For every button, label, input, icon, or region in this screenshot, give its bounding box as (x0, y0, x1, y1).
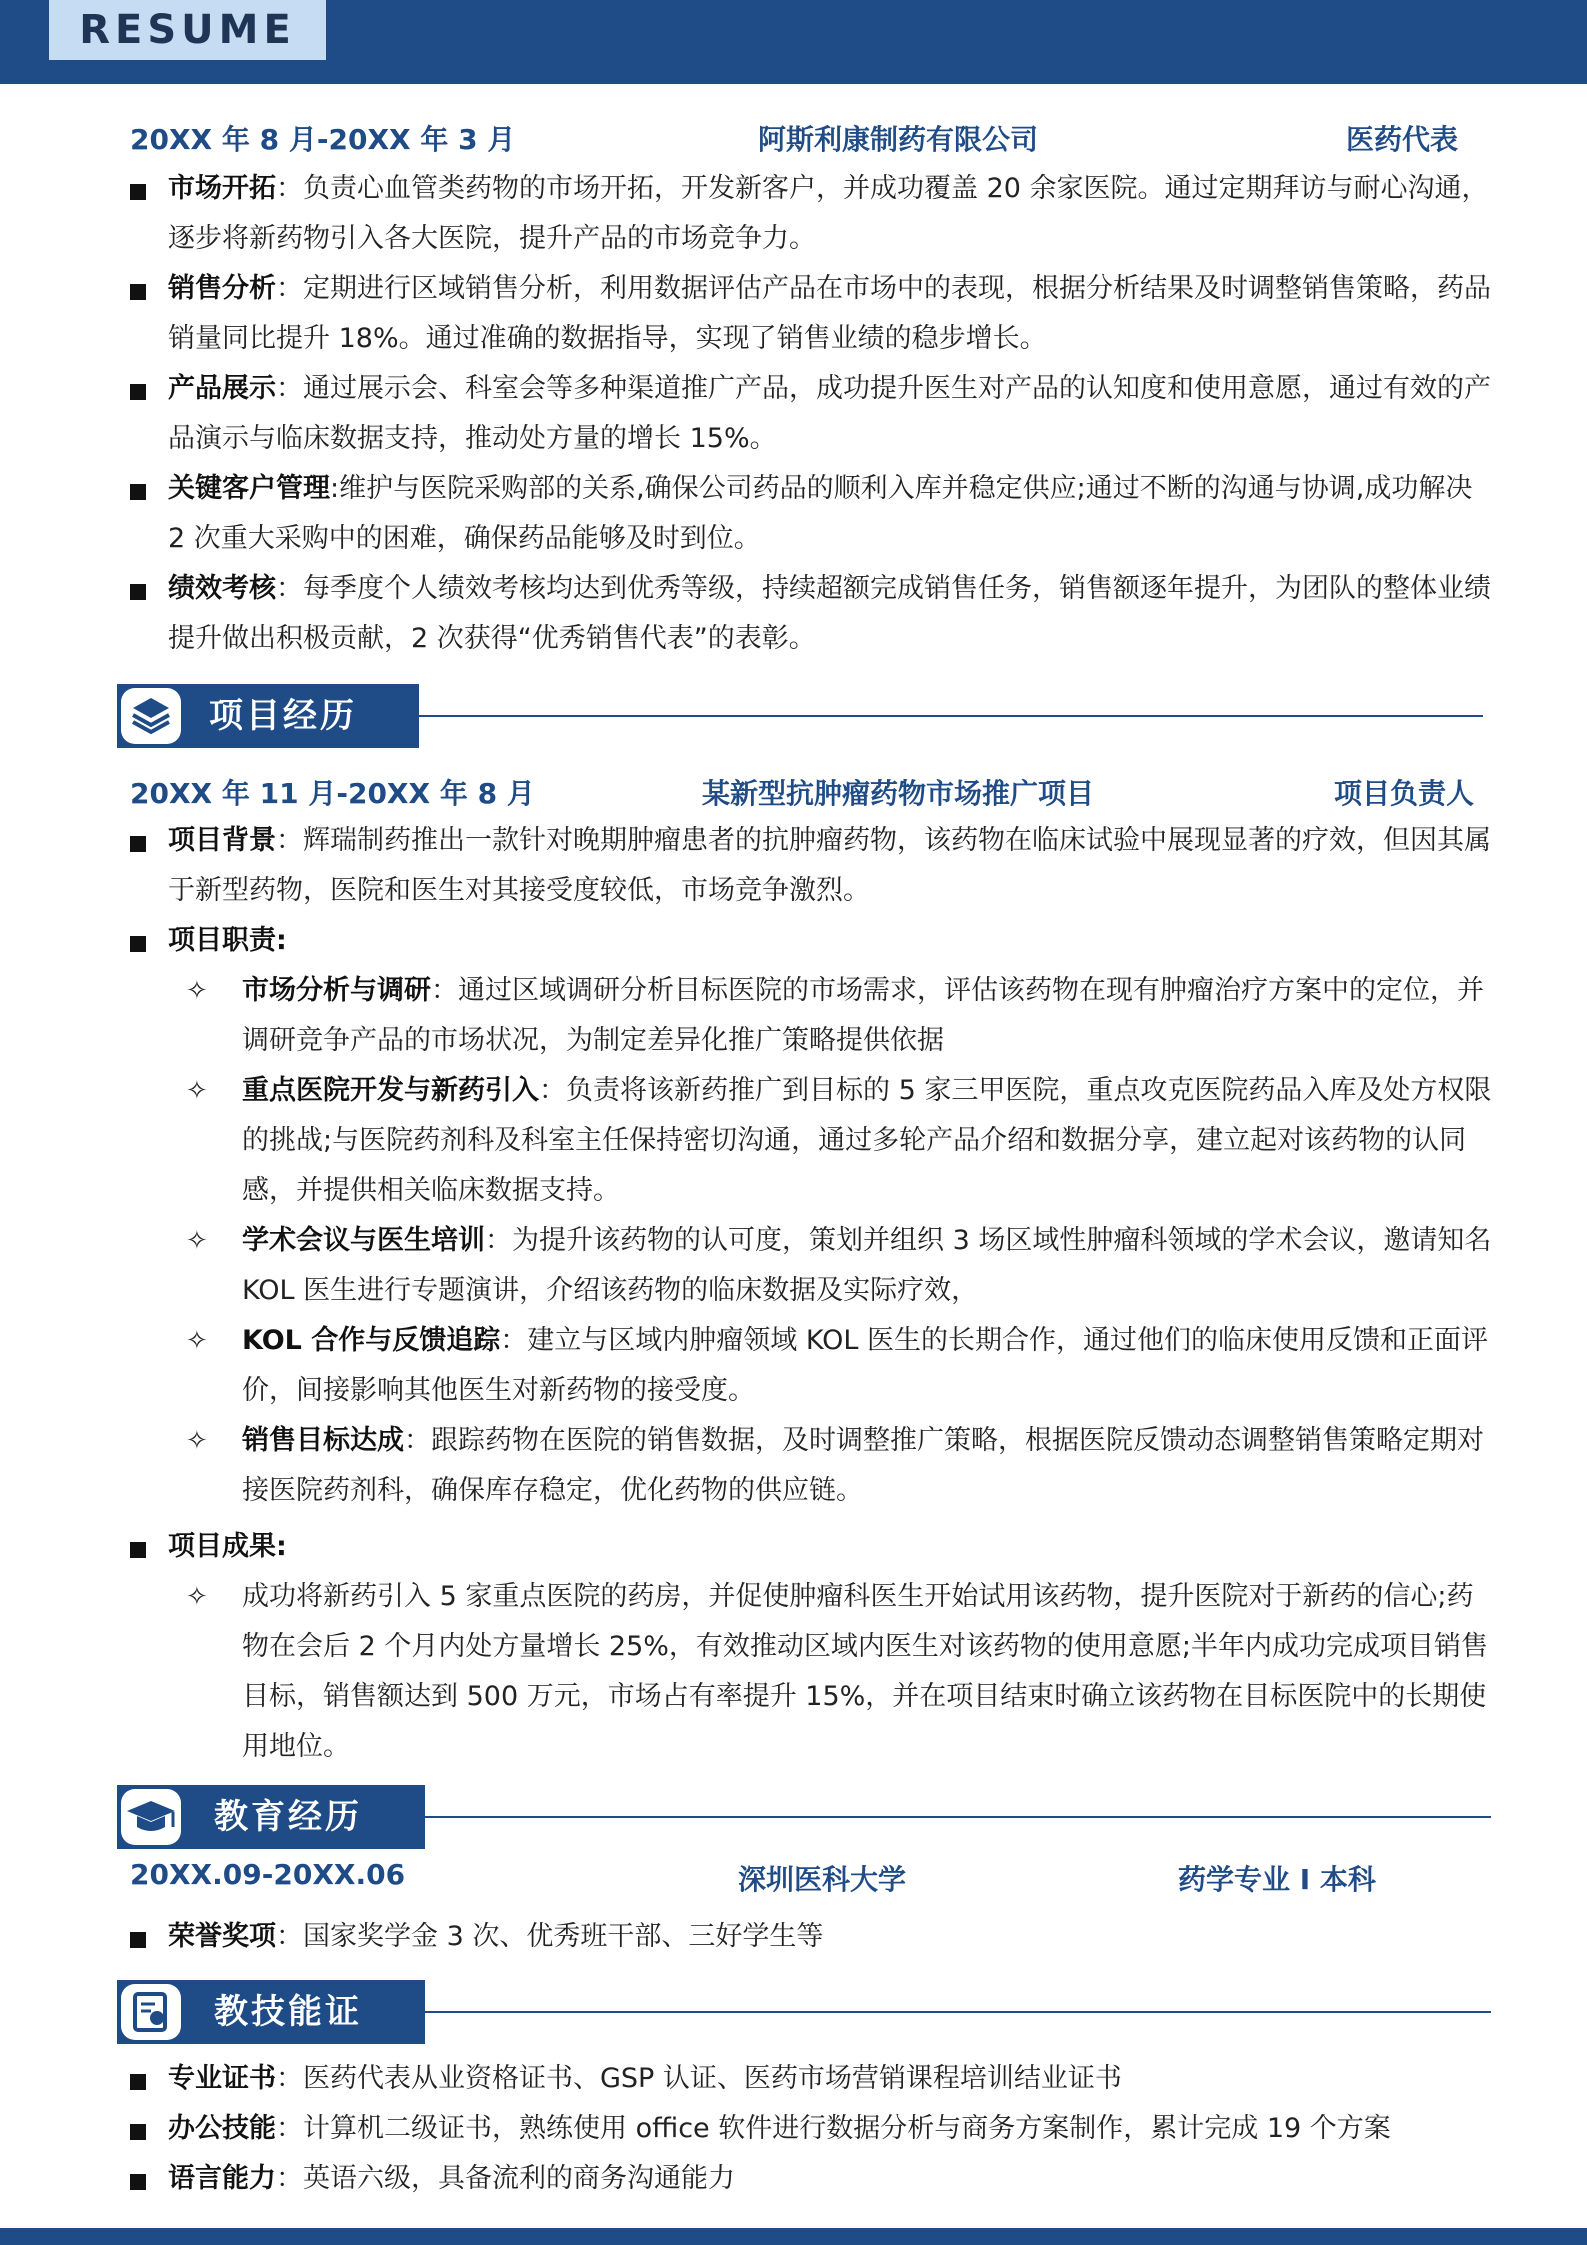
work-item-text: ：定期进行区域销售分析，利用数据评估产品在市场中的表现，根据分析结果及时调整销售策略，药品销量同比提升 18%。通过准确的数据指导，实现了销售业绩的稳步增长。 (168, 273, 1491, 354)
certificate-icon (121, 1984, 181, 2040)
education-major: 药学专业 I 本科 (1178, 1863, 1376, 1896)
skill-text: ：英语六级，具备流利的商务沟通能力 (276, 2163, 735, 2194)
bottom-banner (0, 2228, 1587, 2245)
square-bullet-icon (130, 384, 146, 400)
work-item (130, 264, 1495, 364)
work-item-title: 产品展示 (168, 373, 276, 404)
skill-item (130, 2104, 1495, 2154)
work-item-text: ：每季度个人绩效考核均达到优秀等级，持续超额完成销售任务，销售额逐年提升，为团队的整体业绩提升做出积极贡献，2 次获得“优秀销售代表”的表彰。 (168, 573, 1491, 654)
section-header-skills (117, 1980, 1491, 2044)
skill-title: 专业证书 (168, 2063, 276, 2094)
work-item (130, 164, 1495, 264)
duty-text: ：负责将该新药推广到目标的 5 家三甲医院，重点攻克医院药品入库及处方权限的挑战;与医院药剂科及科室主任保持密切沟通，通过多轮产品介绍和数据分享，建立起对该药物的认同感，并提供相关临床数据支持。 (242, 1075, 1492, 1206)
duty-item (186, 1066, 1496, 1216)
square-bullet-icon (130, 936, 146, 952)
skill-title: 办公技能 (168, 2113, 276, 2144)
education-school: 深圳医科大学 (738, 1863, 907, 1896)
honor-text: ：国家奖学金 3 次、优秀班干部、三好学生等 (276, 1921, 824, 1952)
work-period: 20XX 年 8 月-20XX 年 3 月 (130, 123, 516, 156)
graduation-cap-icon (121, 1789, 181, 1845)
square-bullet-icon (130, 1932, 146, 1948)
honor-title: 荣誉奖项 (168, 1921, 276, 1952)
project-duties-heading (130, 916, 1495, 966)
project-results-heading (130, 1522, 1495, 1572)
work-role: 医药代表 (1346, 123, 1459, 156)
work-item-text: ：负责心血管类药物的市场开拓，开发新客户，并成功覆盖 20 余家医院。通过定期拜访与耐心沟通，逐步将新药物引入各大医院，提升产品的市场竞争力。 (168, 173, 1489, 254)
section-title: 项目经历 (209, 696, 357, 736)
project-name: 某新型抗肿瘤药物市场推广项目 (702, 777, 1095, 810)
skill-text: ：计算机二级证书，熟练使用 office 软件进行数据分析与商务方案制作，累计完成 19 个方案 (276, 2113, 1391, 2144)
work-item (130, 564, 1495, 664)
duty-title: 学术会议与医生培训 (242, 1225, 485, 1256)
duty-item (186, 1416, 1496, 1516)
square-bullet-icon (130, 184, 146, 200)
skill-item (130, 2054, 1495, 2104)
section-title: 教技能证 (214, 1992, 362, 2032)
section-divider (419, 715, 1483, 717)
duty-text: ：跟踪药物在医院的销售数据，及时调整推广策略，根据医院反馈动态调整销售策略定期对接医院药剂科，确保库存稳定，优化药物的供应链。 (242, 1425, 1484, 1506)
education-header-row (130, 1858, 1480, 1902)
skill-title: 语言能力 (168, 2163, 276, 2194)
work-item (130, 464, 1495, 564)
education-period: 20XX.09-20XX.06 (130, 1858, 406, 1891)
work-item-text: ：通过展示会、科室会等多种渠道推广产品，成功提升医生对产品的认知度和使用意愿，通过有效的产品演示与临床数据支持，推动处方量的增长 15%。 (168, 373, 1491, 454)
square-bullet-icon (130, 484, 146, 500)
project-duties-title: 项目职责: (168, 925, 287, 956)
duty-title: 重点医院开发与新药引入 (242, 1075, 539, 1106)
project-background (130, 816, 1495, 916)
work-item-text: :维护与医院采购部的关系,确保公司药品的顺利入库并稳定供应;通过不断的沟通与协调,成功解决 2 次重大采购中的困难，确保药品能够及时到位。 (168, 473, 1473, 554)
square-bullet-icon (130, 284, 146, 300)
square-bullet-icon (130, 2074, 146, 2090)
project-header-row (130, 772, 1480, 816)
duty-title: 市场分析与调研 (242, 975, 431, 1006)
section-header-projects (117, 684, 1483, 748)
duty-item (186, 966, 1496, 1066)
section-divider (425, 2011, 1491, 2013)
diamond-bullet-icon: ✧ (186, 1076, 208, 1106)
result-item (186, 1572, 1496, 1772)
section-header-education (117, 1785, 1491, 1849)
work-company: 阿斯利康制药有限公司 (758, 123, 1039, 156)
square-bullet-icon (130, 2174, 146, 2190)
square-bullet-icon (130, 1542, 146, 1558)
work-item-title: 关键客户管理 (168, 473, 330, 504)
result-text: 成功将新药引入 5 家重点医院的药房，并促使肿瘤科医生开始试用该药物，提升医院对于新药的信心;药物在会后 2 个月内处方量增长 25%，有效推动区域内医生对该药物的使用意愿;半年内成功完成项目销售目标，销售额达到 500 万元，市场占有率提升 15%，并在项目结束时确立该药物在目标医院中的长期使用地位。 (242, 1581, 1489, 1762)
duty-title: KOL 合作与反馈追踪 (242, 1325, 501, 1356)
duty-title: 销售目标达成 (242, 1425, 404, 1456)
square-bullet-icon (130, 836, 146, 852)
layers-icon (121, 688, 181, 744)
work-item-title: 绩效考核 (168, 573, 276, 604)
work-item-title: 销售分析 (168, 273, 276, 304)
square-bullet-icon (130, 584, 146, 600)
project-role: 项目负责人 (1334, 777, 1475, 810)
resume-label: RESUME (49, 0, 326, 60)
work-header-row (130, 118, 1480, 162)
work-item-title: 市场开拓 (168, 173, 276, 204)
section-title: 教育经历 (214, 1797, 362, 1837)
diamond-bullet-icon: ✧ (186, 1226, 208, 1256)
duty-text: ：为提升该药物的认可度，策划并组织 3 场区域性肿瘤科领域的学术会议，邀请知名 KOL 医生进行专题演讲，介绍该药物的临床数据及实际疗效， (242, 1225, 1492, 1306)
diamond-bullet-icon: ✧ (186, 1426, 208, 1456)
diamond-bullet-icon: ✧ (186, 1582, 208, 1612)
education-honor (130, 1912, 1495, 1962)
project-period: 20XX 年 11 月-20XX 年 8 月 (130, 777, 535, 810)
diamond-bullet-icon: ✧ (186, 1326, 208, 1356)
duty-item (186, 1316, 1496, 1416)
diamond-bullet-icon: ✧ (186, 976, 208, 1006)
project-background-text: ：辉瑞制药推出一款针对晚期肿瘤患者的抗肿瘤药物，该药物在临床试验中展现显著的疗效，但因其属于新型药物，医院和医生对其接受度较低，市场竞争激烈。 (168, 825, 1491, 906)
project-background-title: 项目背景 (168, 825, 276, 856)
section-divider (425, 1816, 1491, 1818)
project-results-title: 项目成果: (168, 1531, 287, 1562)
square-bullet-icon (130, 2124, 146, 2140)
duty-text: ：通过区域调研分析目标医院的市场需求，评估该药物在现有肿瘤治疗方案中的定位，并调研竞争产品的市场状况，为制定差异化推广策略提供依据 (242, 975, 1484, 1056)
duty-text: ：建立与区域内肿瘤领域 KOL 医生的长期合作，通过他们的临床使用反馈和正面评价，间接影响其他医生对新药物的接受度。 (242, 1325, 1488, 1406)
skill-item (130, 2154, 1495, 2204)
work-item (130, 364, 1495, 464)
skill-text: ：医药代表从业资格证书、GSP 认证、医药市场营销课程培训结业证书 (276, 2063, 1122, 2094)
duty-item (186, 1216, 1496, 1316)
